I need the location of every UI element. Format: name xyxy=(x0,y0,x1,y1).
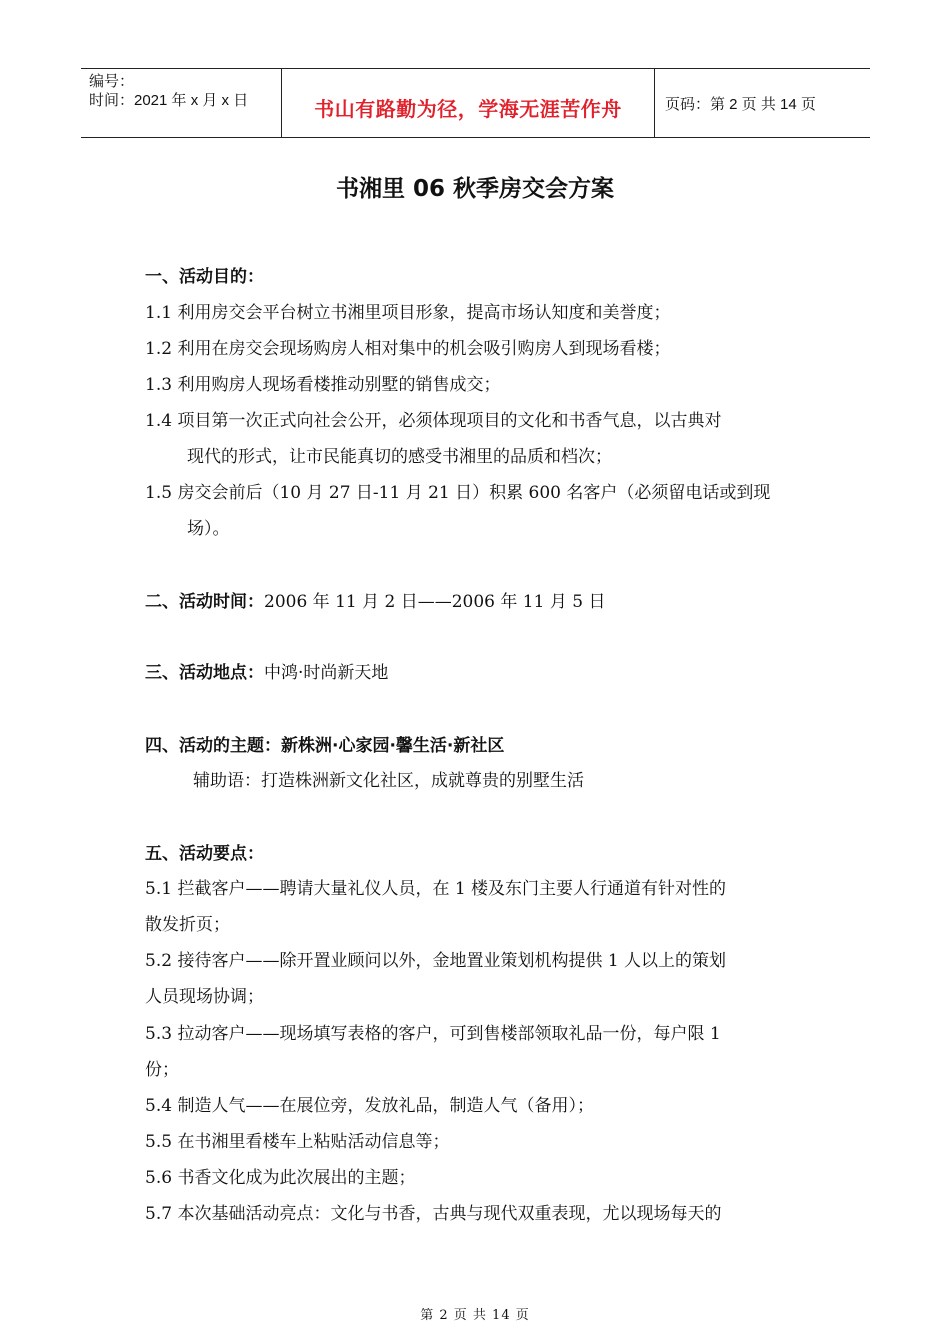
section-3-value: 中鸿·时尚新天地 xyxy=(264,663,389,683)
header-motto: 书山有路勤为径，学海无涯苦作舟 xyxy=(314,97,622,121)
section-1-item-continued: 场）。 xyxy=(187,519,230,539)
section-3-heading: 三、活动地点： xyxy=(145,663,264,683)
section-4-subtitle: 辅助语：打造株洲新文化社区，成就尊贵的别墅生活 xyxy=(193,771,584,791)
section-2-line xyxy=(145,587,605,612)
section-5-item: 5.3 拉动客户——现场填写表格的客户，可到售楼部领取礼品一份，每户限 1 xyxy=(145,1024,721,1044)
header-page-info: 页码：第 2 页 共 14 页 xyxy=(665,96,816,113)
section-4-heading: 四、活动的主题：新株洲·心家园·馨生活·新社区 xyxy=(145,736,505,756)
section-1-item: 1.2 利用在房交会现场购房人相对集中的机会吸引购房人到现场看楼； xyxy=(145,339,671,359)
section-1-item-continued: 现代的形式，让市民能真切的感受书湘里的品质和档次； xyxy=(187,447,612,467)
section-2-heading: 二、活动时间： xyxy=(145,592,264,612)
section-1-item: 1.5 房交会前后（10 月 27 日-11 月 21 日）积累 600 名客户（必须留电话或到现 xyxy=(145,483,771,503)
section-5-heading: 五、活动要点： xyxy=(145,844,264,864)
section-5-item: 5.1 拦截客户——聘请大量礼仪人员，在 1 楼及东门主要人行通道有针对性的 xyxy=(145,879,727,899)
section-1-heading: 一、活动目的： xyxy=(145,267,264,287)
header-right-cell xyxy=(655,69,870,137)
section-5-item-continued: 散发折页； xyxy=(145,915,230,935)
document-date-label: 时间：2021 年 x 月 x 日 xyxy=(89,92,249,109)
section-3-line xyxy=(145,658,388,683)
header-table xyxy=(81,68,870,138)
header-center-cell xyxy=(282,69,655,137)
section-2-value: 2006 年 11 月 2 日——2006 年 11 月 5 日 xyxy=(264,592,606,612)
section-5-item: 5.5 在书湘里看楼车上粘贴活动信息等； xyxy=(145,1132,450,1152)
page-footer: 第 2 页 共 14 页 xyxy=(420,1308,530,1323)
section-1-item: 1.4 项目第一次正式向社会公开，必须体现项目的文化和书香气息，以古典对 xyxy=(145,411,722,431)
document-title: 书湘里 06 秋季房交会方案 xyxy=(335,176,615,202)
section-5-item: 5.7 本次基础活动亮点：文化与书香，古典与现代双重表现，尤以现场每天的 xyxy=(145,1204,722,1224)
section-5-item: 5.4 制造人气——在展位旁，发放礼品，制造人气（备用）； xyxy=(145,1096,594,1116)
section-1-item: 1.3 利用购房人现场看楼推动别墅的销售成交； xyxy=(145,375,501,395)
header-left-cell xyxy=(81,69,282,137)
section-1-item: 1.1 利用房交会平台树立书湘里项目形象，提高市场认知度和美誉度； xyxy=(145,303,671,323)
section-5-item-continued: 人员现场协调； xyxy=(145,987,264,1007)
section-5-item: 5.2 接待客户——除开置业顾问以外，金地置业策划机构提供 1 人以上的策划 xyxy=(145,951,727,971)
document-number-label: 编号： xyxy=(89,73,135,90)
section-5-item: 5.6 书香文化成为此次展出的主题； xyxy=(145,1168,416,1188)
section-5-item-continued: 份； xyxy=(145,1060,179,1080)
